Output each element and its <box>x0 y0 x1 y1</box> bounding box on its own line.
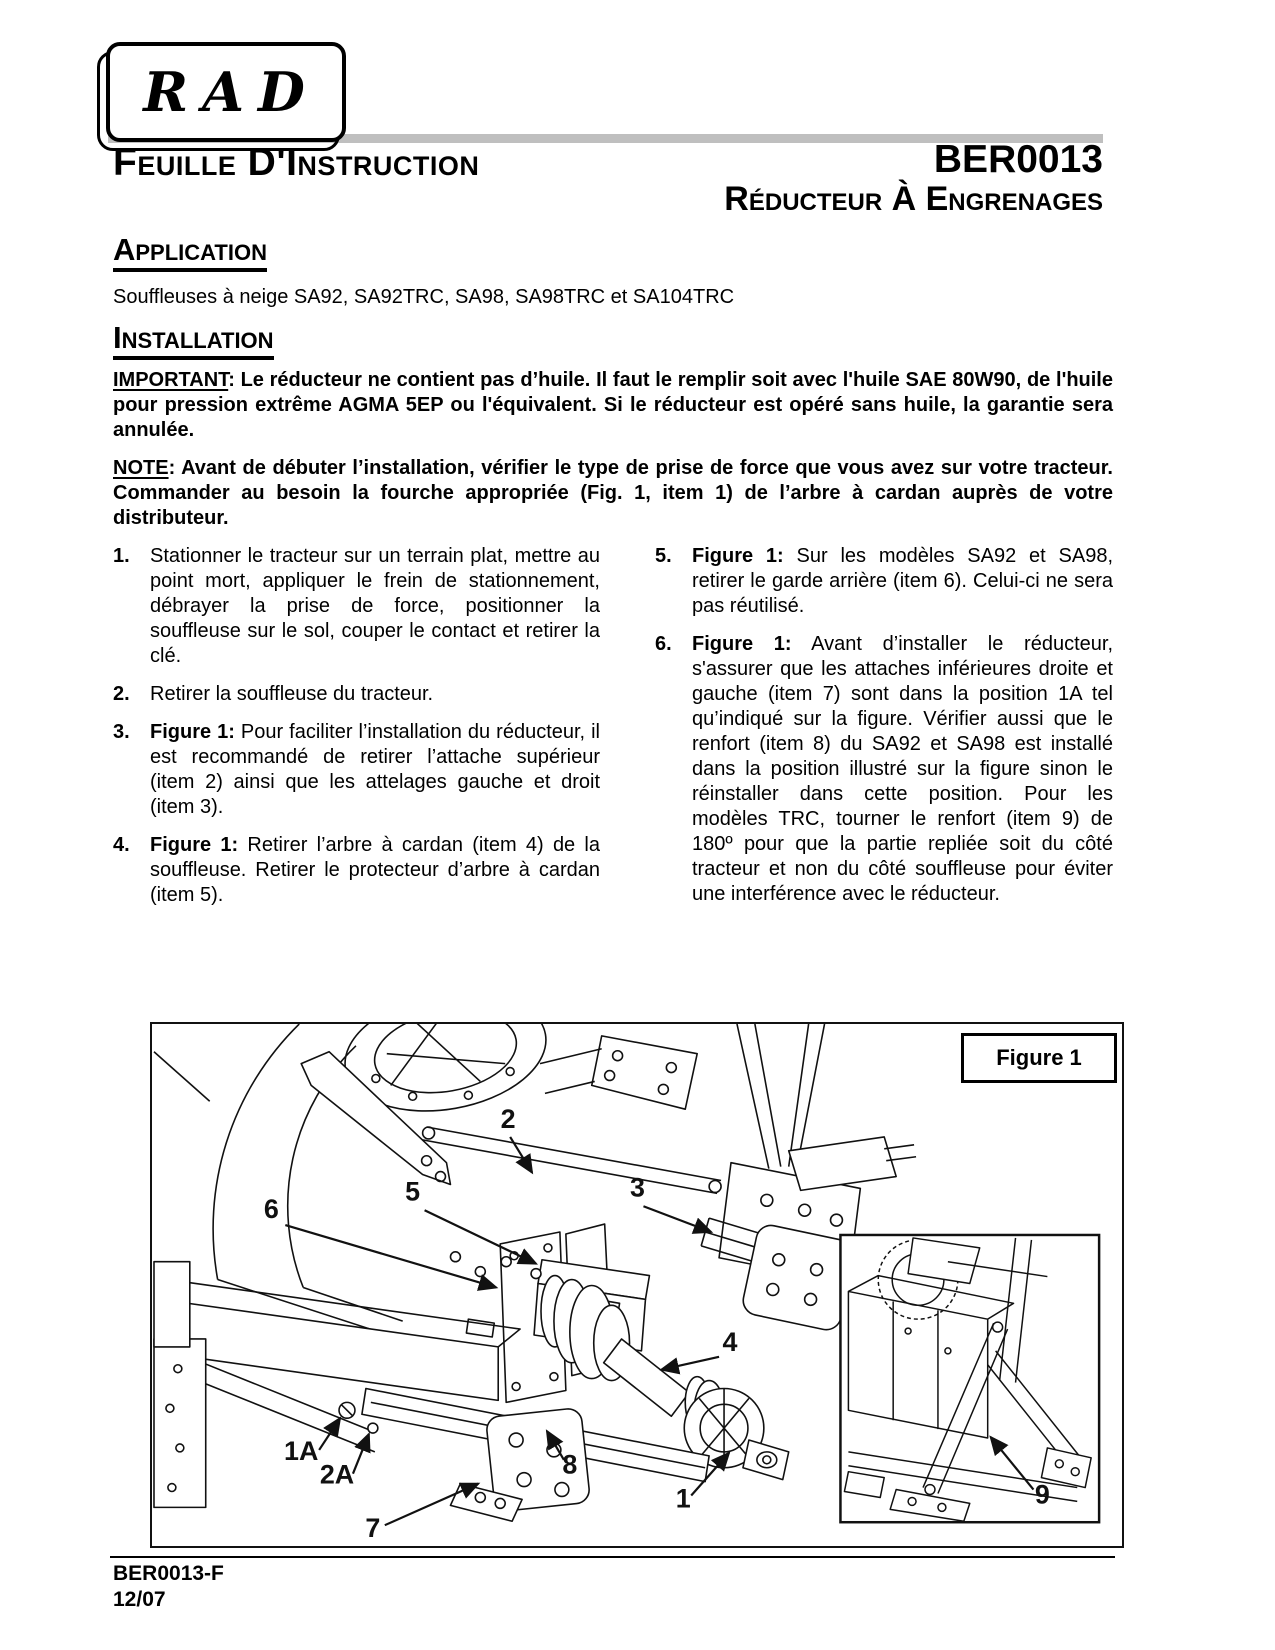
document-subtitle: Réducteur À Engrenages <box>724 180 1103 218</box>
important-paragraph <box>113 368 1113 443</box>
rad-logo-box <box>106 42 346 142</box>
step-4: 4. Figure 1: Retirer l’arbre à cardan (item 4) de la souffleuse. Retirer le protecteur d’arbre à cardan (item 5). <box>113 834 600 906</box>
footer-divider <box>110 1556 1115 1558</box>
callout-8: 8 <box>562 1449 578 1480</box>
callout-3: 3 <box>630 1172 645 1203</box>
snowblower-drawing <box>154 1024 916 1521</box>
note-label: NOTE <box>113 457 169 479</box>
top-link-bar <box>423 1127 721 1193</box>
important-label: IMPORTANT <box>113 369 229 391</box>
document-id-block <box>560 140 1103 217</box>
step-1: 1. Stationner le tracteur sur un terrain plat, mettre au point mort, appliquer le frein de stationnement, débrayer la prise de force, positionner la souffleuse sur le sol, couper le contact et retirer la clé. <box>113 545 600 667</box>
callout-6: 6 <box>263 1194 279 1225</box>
footer-date: 12/07 <box>113 1588 166 1611</box>
step-2: 2. Retirer la souffleuse du tracteur. <box>113 683 434 705</box>
footer-doc-code: BER0013-F <box>113 1562 224 1585</box>
important-text: : Le réducteur ne contient pas d’huile. Il faut le remplir soit avec l'huile SAE 80W90, de l'huile pour pression extrême AGMA 5EP ou l'équivalent. Si le réducteur est opéré sans huile, la garantie sera annulée. <box>113 369 1113 441</box>
figure-1-frame <box>150 1022 1124 1548</box>
callout-9: 9 <box>1034 1479 1050 1510</box>
application-body: Souffleuses à neige SA92, SA92TRC, SA98, SA98TRC et SA104TRC <box>113 286 735 308</box>
document-type-title: Feuille D'Instruction <box>113 141 480 184</box>
note-paragraph <box>113 456 1113 531</box>
note-text: : Avant de débuter l’installation, vérifier le type de prise de force que vous avez sur votre tracteur. Commander au besoin la fourche appropriée (Fig. 1, item 1) de l’arbre à cardan auprès de votre distributeur. <box>113 457 1113 529</box>
callout-1A: 1A <box>284 1435 319 1466</box>
callout-5: 5 <box>405 1176 421 1207</box>
figure-1-label-box: Figure 1 <box>961 1033 1117 1083</box>
callout-2: 2 <box>500 1104 516 1134</box>
step-5: 5. Figure 1: Sur les modèles SA92 et SA98, retirer le garde arrière (item 6). Celui-ci ne sera pas réutilisé. <box>655 545 1113 617</box>
steps-column-left <box>113 544 600 921</box>
application-heading: Application <box>113 232 267 272</box>
step-6: 6. Figure 1: Avant d’installer le réducteur, s'assurer que les attaches inférieures droite et gauche (item 7) sont dans la position 1A tel qu’indiqué sur la figure. Vérifier aussi que le renfort (item 8) du SA92 et SA98 est installé dans la position illustré sur la figure sinon le réinstaller dans cette position. Pour les modèles TRC, tourner le renfort (item 9) de 180º pour que la partie repliée soit du côté tracteur et non du côté souffleuse pour éviter une interférence avec le réducteur. <box>655 633 1114 905</box>
callout-2A: 2A <box>319 1459 355 1490</box>
steps-column-right <box>655 544 1113 920</box>
inset-detail-box <box>840 1235 1099 1522</box>
callout-7: 7 <box>365 1513 381 1544</box>
rad-logo-text: RAD <box>143 60 319 124</box>
upper-bracket-arm <box>301 1052 450 1185</box>
rad-logo <box>106 42 346 142</box>
step-3: 3. Figure 1: Pour faciliter l’installation du réducteur, il est recommandé de retirer l’attache supérieur (item 2) ainsi que les attelages gauche et droit (item 3). <box>113 721 601 818</box>
chute-flange <box>540 1036 697 1109</box>
callout-4: 4 <box>722 1326 738 1357</box>
document-number: BER0013 <box>933 138 1103 181</box>
figure-drawing <box>152 1024 1121 1545</box>
installation-heading: Installation <box>113 320 274 360</box>
callout-1: 1 <box>675 1483 691 1514</box>
